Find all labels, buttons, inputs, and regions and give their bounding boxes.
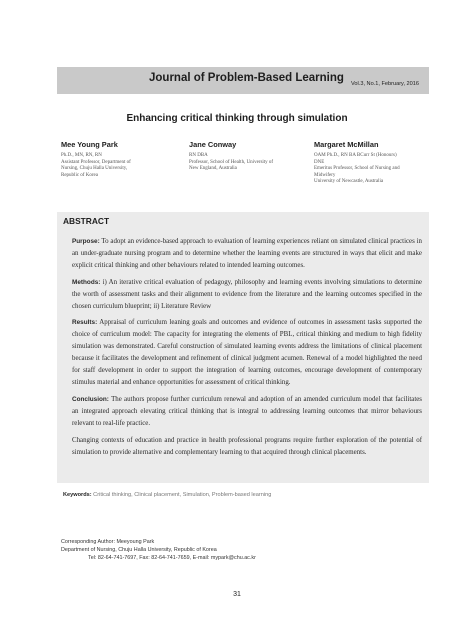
conclusion-label: Conclusion:: [72, 395, 109, 403]
corresponding-author: Corresponding Author: Meeyoung Park: [61, 539, 155, 545]
affiliation-line: Republic of Korea: [61, 172, 98, 178]
results-label: Results:: [72, 319, 98, 327]
affiliation-line: Ph.D., MN, RN, RN: [61, 153, 102, 158]
keywords-text: Critical thinking, Clinical placement, Simulation, Problem-based learning: [93, 492, 272, 498]
author-affiliation: [189, 153, 304, 173]
results-text: Appraisal of curriculum leaning goals and outcomes and evidence of outcomes in assessment tasks supported the choice of curriculum model: The capacity for integrating the elements of PBL, critical thinking and medium to high fidelity simulation was demonstrated. Careful construction of simulated learning events address the limitations of clinical placement because it facilitates the development and refinement of clinical judgment acumen. Renewal of a model highlighted the need for staff development in order to support the integration of learning outcomes, encourage development of contemporary stimulus material and enhance opportunities for assessment of critical thinking.: [72, 319, 422, 386]
affiliation-line: Assistant Professor, Department of: [61, 159, 131, 165]
abstract-results: [72, 317, 422, 388]
corresponding-department: Department of Nursing, Chuju Halla University, Republic of Korea: [61, 547, 217, 553]
affiliation-line: Midwifery: [314, 172, 336, 178]
author-block: [314, 140, 432, 186]
abstract-heading: ABSTRACT: [63, 216, 110, 226]
purpose-text: To adopt an evidence-based approach to evaluation of learning experiences reliant on simulated clinical practices in an under-graduate nursing program and to determine whether the learning events are structured in ways that elicit and make explicit critical thinking and other behaviours related to intended learning outcomes.: [72, 238, 422, 269]
author-affiliation: [314, 153, 432, 186]
article-title: Enhancing critical thinking through simulation: [126, 113, 348, 124]
affiliation-line: DNE: [314, 159, 325, 165]
author-block: [189, 140, 304, 173]
author-block: [61, 140, 161, 179]
keywords-label: Keywords:: [63, 492, 92, 498]
affiliation-line: Emeritus Professor, School of Nursing and: [314, 166, 400, 172]
journal-title: Journal of Problem-Based Learning: [149, 72, 344, 84]
page-number: 31: [233, 591, 241, 598]
volume-info: Vol.3, No.1, February, 2016: [351, 81, 419, 87]
correspondence: [61, 538, 256, 562]
methods-label: Methods:: [72, 278, 101, 286]
author-name: Margaret McMillan: [314, 140, 379, 149]
abstract-methods: [72, 277, 422, 313]
affiliation-line: Nursing, Chuju Halla University,: [61, 166, 128, 172]
affiliation-line: OAM Ph.D., RN BA BCurr St (Honours): [314, 153, 397, 158]
author-affiliation: [61, 153, 161, 179]
corresponding-contact: Tel: 82-64-741-7697, Fax: 82-64-741-7659, E-mail: mypark@chu.ac.kr: [88, 555, 256, 561]
keywords: [63, 492, 271, 498]
author-name: Jane Conway: [189, 140, 237, 149]
abstract-conclusion: [72, 394, 422, 430]
purpose-label: Purpose:: [72, 238, 100, 245]
abstract-body: [72, 236, 422, 463]
affiliation-line: Professor, School of Health, University of: [189, 159, 274, 165]
author-name: Mee Young Park: [61, 140, 118, 149]
affiliation-line: University of Newcastle, Australia: [314, 179, 384, 185]
abstract-purpose: [72, 236, 422, 272]
abstract-closing: Changing contexts of education and practice in health professional programs require further exploration of the potential of simulation to provide alternative and complementary learning to that acquired through clinical placements.: [72, 436, 422, 456]
affiliation-line: RN DBA: [189, 153, 208, 158]
conclusion-text: The authors propose further curriculum renewal and adoption of an amended curriculum model that facilitates an integrated approach elevating critical thinking that is integral to addressing learning outcomes that mirror behaviours relevant to real-life practice.: [72, 395, 422, 427]
methods-text: i) An iterative critical evaluation of pedagogy, philosophy and learning events involving simulations to determine the worth of assessment tasks and their alignment to evidence from the literature and the learning outcomes specified in the chosen curriculum blueprint; ii) Literature Review: [72, 278, 422, 310]
affiliation-line: New England, Australia: [189, 166, 237, 172]
